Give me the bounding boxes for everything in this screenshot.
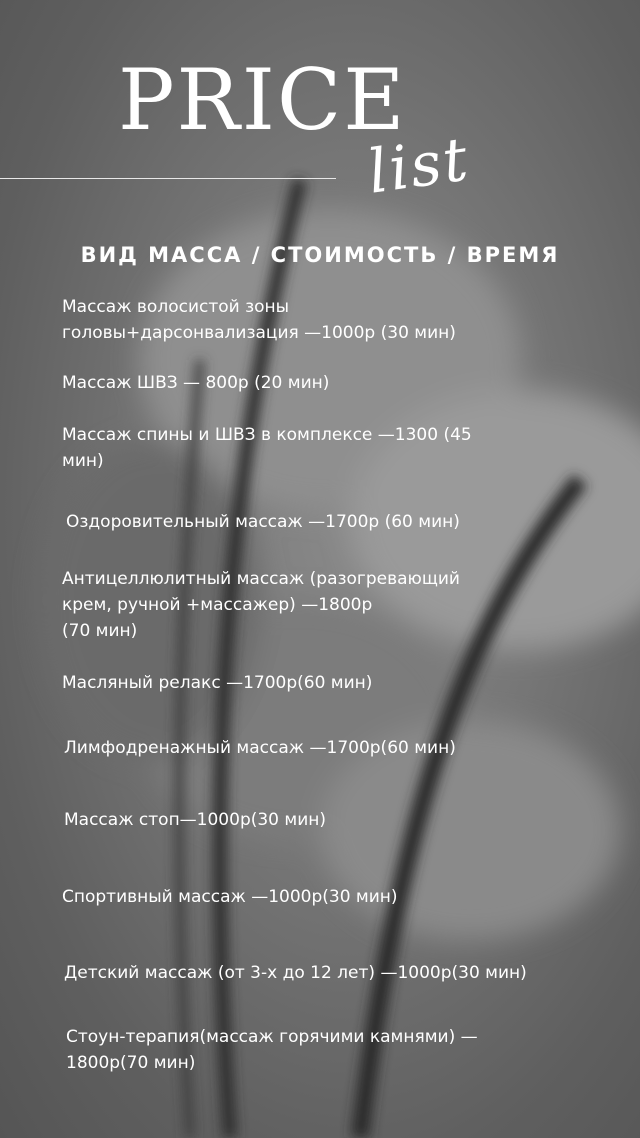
price-item-sport-massage: Спортивный массаж —1000р(30 мин) bbox=[62, 887, 398, 907]
price-item-anticellulite-massage: Антицеллюлитный массаж (разогревающий крем, ручной +массажер) —1800р (70 мин) bbox=[62, 569, 460, 641]
price-item-stone-therapy: Стоун-терапия(массаж горячими камнями) — 1800р(70 мин) bbox=[66, 1027, 478, 1073]
price-item-oil-relax: Масляный релакс —1700р(60 мин) bbox=[62, 673, 373, 693]
price-item-head-massage: Массаж волосистой зоны головы+дарсонвализация —1000р (30 мин) bbox=[62, 297, 456, 343]
column-header: ВИД МАССА / СТОИМОСТЬ / ВРЕМЯ bbox=[80, 243, 560, 267]
list-script-title: list bbox=[363, 124, 474, 208]
price-item-neck-massage: Массаж ШВЗ — 800р (20 мин) bbox=[62, 373, 330, 393]
price-item-foot-massage: Массаж стоп—1000р(30 мин) bbox=[64, 810, 327, 830]
price-title: PRICE bbox=[118, 51, 407, 149]
price-item-back-neck-massage: Массаж спины и ШВЗ в комплексе —1300 (45 мин) bbox=[62, 425, 472, 471]
price-item-lymph-massage: Лимфодренажный массаж —1700р(60 мин) bbox=[64, 738, 456, 758]
price-item-wellness-massage: Оздоровительный массаж —1700р (60 мин) bbox=[66, 512, 460, 532]
price-item-kids-massage: Детский массаж (от 3-х до 12 лет) —1000р(30 мин) bbox=[64, 963, 527, 983]
title-divider bbox=[0, 178, 336, 179]
